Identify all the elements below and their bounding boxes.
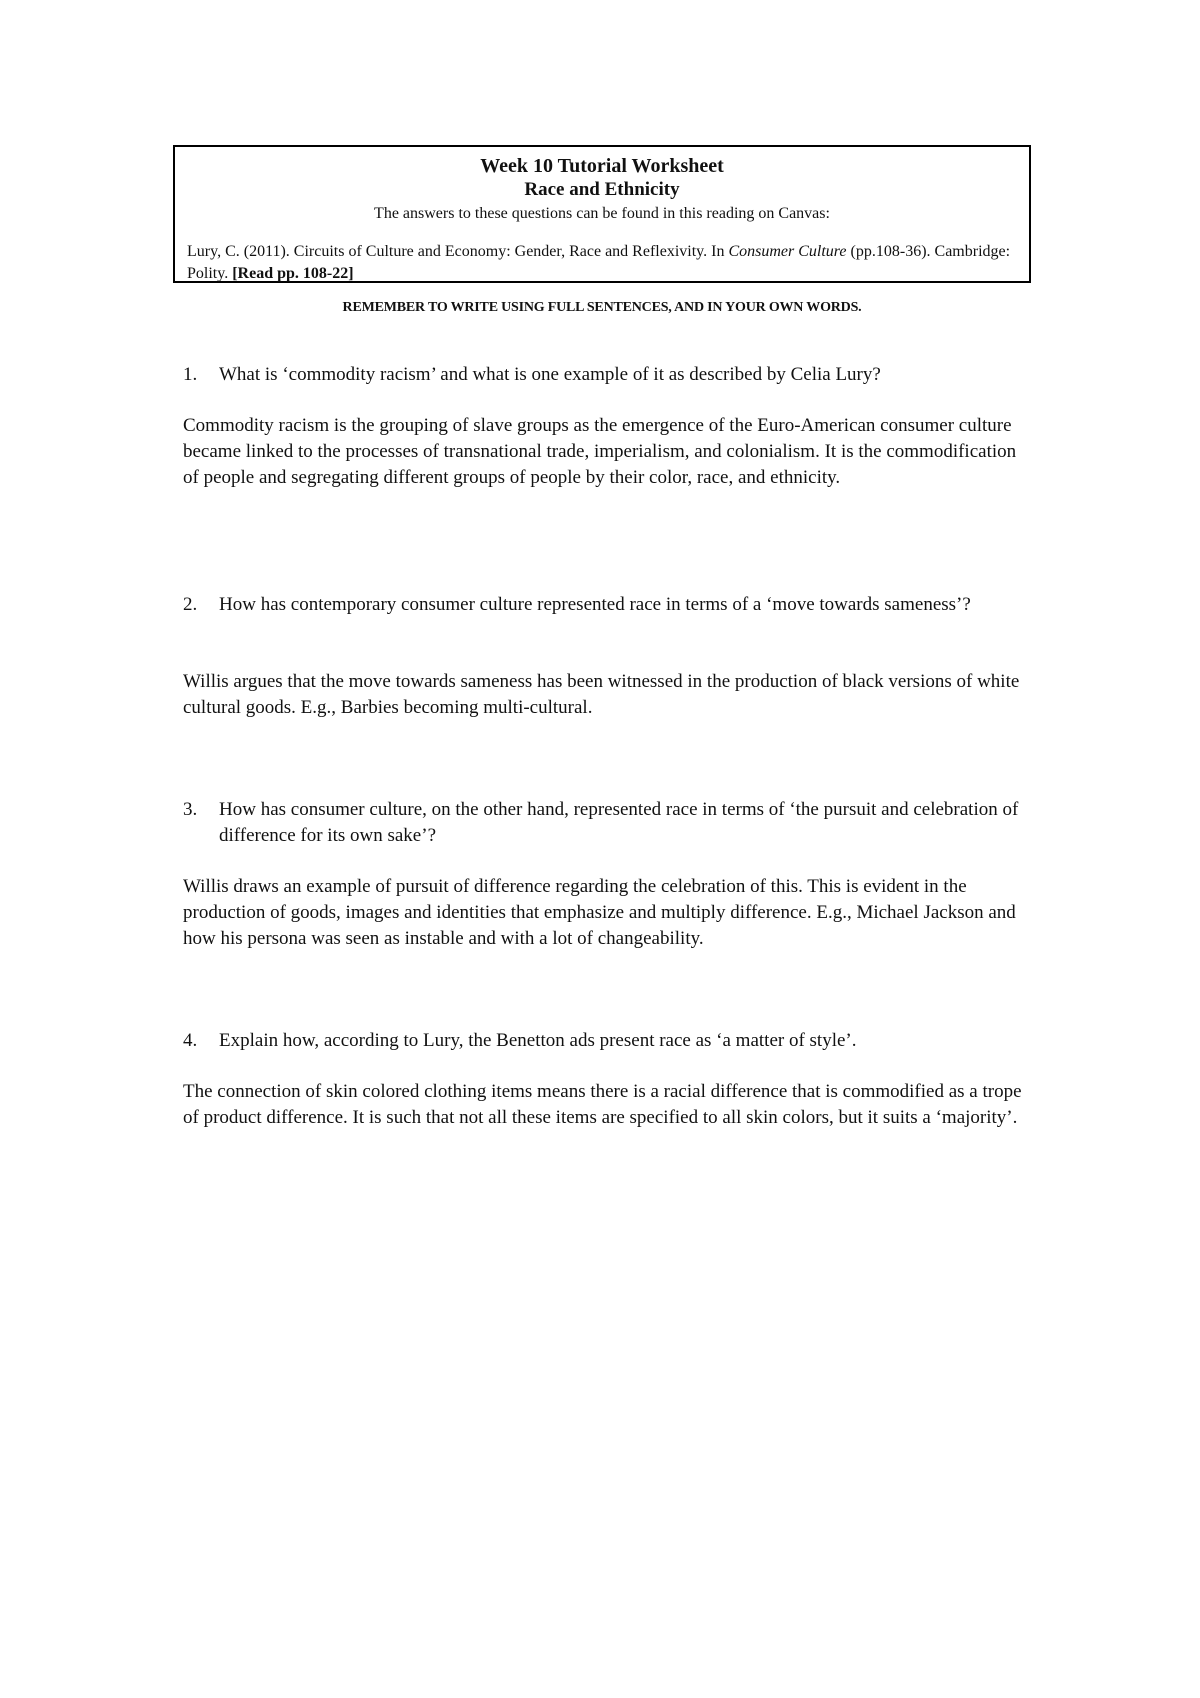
question-1 bbox=[183, 362, 1043, 388]
reading-citation bbox=[187, 241, 1019, 285]
answer-3: Willis draws an example of pursuit of difference regarding the celebration of this. This is evident in the production of goods, images and identities that emphasize and multiply difference. E.g., Michael Jackson and how his persona was seen as instable and with a lot of changeability. bbox=[183, 876, 1016, 949]
citation-pages-publisher: (pp.108-36). Cambridge: Polity. bbox=[187, 243, 1011, 282]
question-text: How has consumer culture, on the other hand, represented race in terms of ‘the pursuit and celebration of difference for its own sake’? bbox=[219, 799, 1019, 846]
question-text: How has contemporary consumer culture represented race in terms of a ‘move towards sameness’? bbox=[219, 594, 971, 615]
question-4 bbox=[183, 1028, 1043, 1054]
answer-2: Willis argues that the move towards sameness has been witnessed in the production of black versions of white cultural goods. E.g., Barbies becoming multi-cultural. bbox=[183, 671, 1020, 718]
question-number: 1. bbox=[183, 364, 198, 385]
worksheet-title: Week 10 Tutorial Worksheet bbox=[480, 155, 724, 177]
question-text: What is ‘commodity racism’ and what is one example of it as described by Celia Lury? bbox=[219, 364, 881, 385]
worksheet-subtitle: Race and Ethnicity bbox=[524, 179, 680, 200]
citation-read-pages: [Read pp. 108-22] bbox=[232, 265, 354, 282]
citation-text: Lury, C. (2011). Circuits of Culture and Economy: Gender, Race and Reflexivity. In bbox=[187, 243, 729, 260]
question-number: 2. bbox=[183, 594, 198, 615]
reading-note: The answers to these questions can be found in this reading on Canvas: bbox=[374, 205, 830, 222]
question-3 bbox=[183, 797, 1043, 849]
writing-reminder: REMEMBER TO WRITE USING FULL SENTENCES, AND IN YOUR OWN WORDS. bbox=[342, 300, 862, 315]
question-text: Explain how, according to Lury, the Benetton ads present race as ‘a matter of style’. bbox=[219, 1030, 857, 1051]
answer-4: The connection of skin colored clothing items means there is a racial difference that is commodified as a trope of product difference. It is such that not all these items are specified to all skin colors, but it suits a ‘majority’. bbox=[183, 1081, 1022, 1128]
citation-book-title: Consumer Culture bbox=[728, 243, 847, 260]
question-2 bbox=[183, 592, 1043, 618]
question-number: 3. bbox=[183, 799, 198, 820]
answer-1: Commodity racism is the grouping of slave groups as the emergence of the Euro-American consumer culture became linked to the processes of transnational trade, imperialism, and colonialism. It is the commodification of people and segregating different groups of people by their color, race, and ethnicity. bbox=[183, 415, 1017, 488]
worksheet-header-box bbox=[173, 145, 1031, 283]
question-number: 4. bbox=[183, 1030, 198, 1051]
